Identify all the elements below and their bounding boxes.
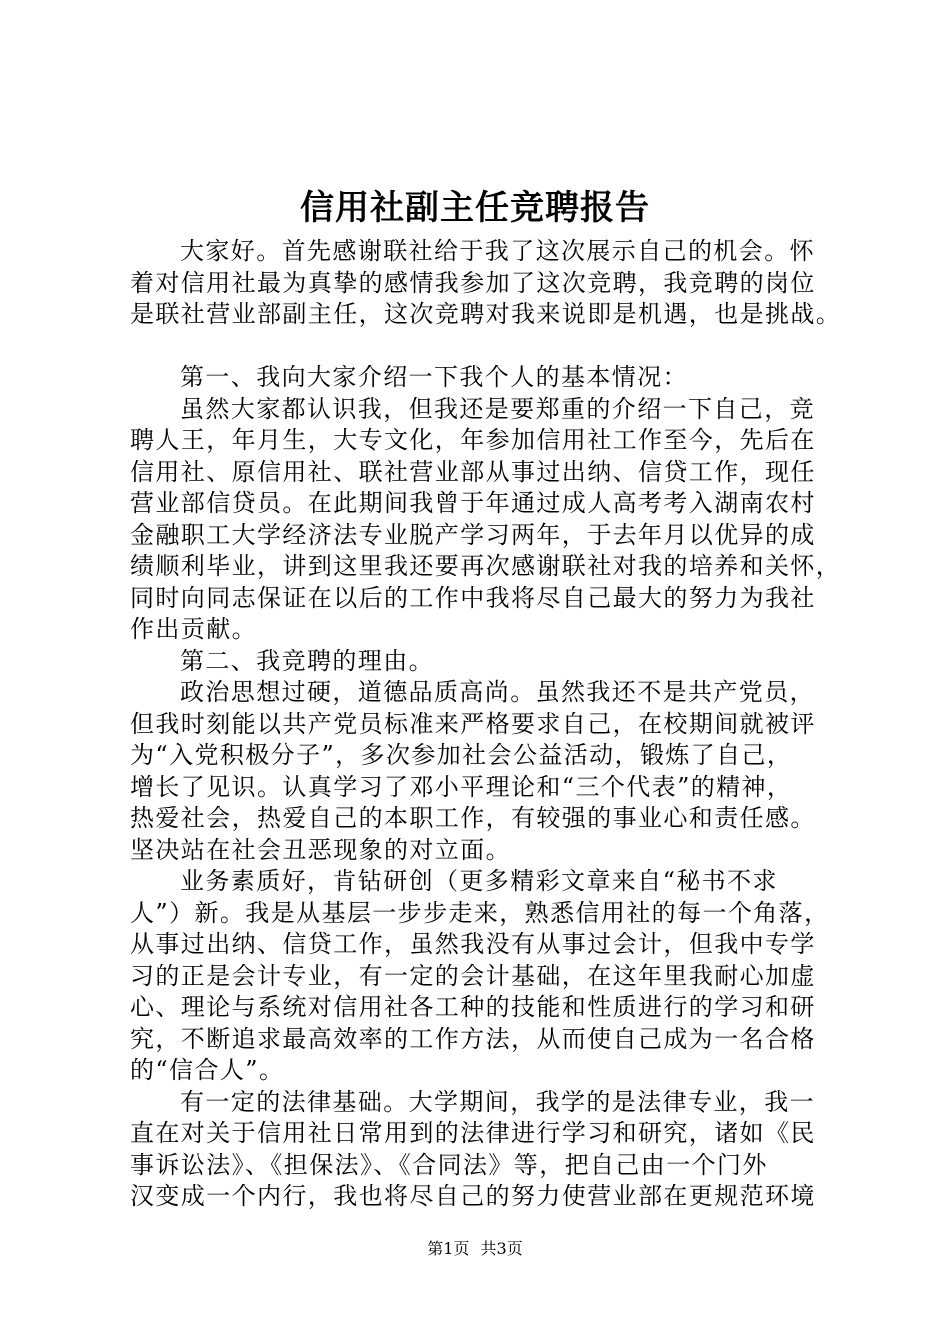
body-line: 作出贡献。 <box>130 615 257 643</box>
body-line: 坚决站在社会丑恶现象的对立面。 <box>130 835 511 864</box>
document-title: 信用社副主任竞聘报告 <box>300 188 650 228</box>
body-line: 着对信用社最为真挚的感情我参加了这次竞聘，我竞聘的岗位 <box>130 268 816 297</box>
page-total: 共3页 <box>480 1239 523 1258</box>
body-line: 金融职工大学经济法专业脱产学习两年，于去年月以优异的成 <box>130 520 816 549</box>
document-body <box>130 236 850 1213</box>
body-line: 聘人王，年月生，大专文化，年参加信用社工作至今，先后在 <box>130 426 816 454</box>
body-line: 绩顺利毕业，讲到这里我还要再次感谢联社对我的培养和关怀， <box>130 552 842 580</box>
body-line: 虽然大家都认识我，但我还是要郑重的介绍一下自己，竞 <box>180 394 815 423</box>
body-line: 直在对关于信用社日常用到的法律进行学习和研究，诸如《民 <box>130 1119 816 1147</box>
body-line: 有一定的法律基础。大学期间，我学的是法律专业，我一 <box>180 1087 815 1116</box>
body-line: 但我时刻能以共产党员标准来严格要求自己，在校期间就被评 <box>130 709 816 738</box>
body-line: 热爱社会，热爱自己的本职工作，有较强的事业心和责任感。 <box>130 804 816 832</box>
body-line: 习的正是会计专业，有一定的会计基础，在这年里我耐心加虚 <box>130 961 816 990</box>
body-line: 究，不断追求最高效率的工作方法，从而使自己成为一名合格 <box>130 1024 816 1053</box>
body-line: 增长了见识。认真学习了邓小平理论和“三个代表”的精神， <box>130 772 793 801</box>
blank-line <box>130 331 850 363</box>
body-line: 心、理论与系统对信用社各工种的技能和性质进行的学习和研 <box>130 993 816 1021</box>
body-line: 营业部信贷员。在此期间我曾于年通过成人高考考入湖南农村 <box>130 489 816 517</box>
body-line: 汉变成一个内行，我也将尽自己的努力使营业部在更规范环境 <box>130 1182 816 1210</box>
body-line: 第一、我向大家介绍一下我个人的基本情况： <box>180 363 688 391</box>
page-number: 第1页 <box>427 1239 470 1258</box>
body-line: 的“信合人”。 <box>130 1056 285 1084</box>
body-line: 第二、我竞聘的理由。 <box>180 646 434 675</box>
body-line: 大家好。首先感谢联社给于我了这次展示自己的机会。怀 <box>180 237 815 265</box>
body-line: 信用社、原信用社、联社营业部从事过出纳、信贷工作，现任 <box>130 457 816 486</box>
body-line: 为“入党积极分子”，多次参加社会公益活动，锻炼了自己， <box>130 741 793 769</box>
body-line: 业务素质好，肯钻研创（更多精彩文章来自“秘书不求 <box>180 867 778 895</box>
body-line: 同时向同志保证在以后的工作中我将尽自己最大的努力为我社 <box>130 583 816 612</box>
body-line: 政治思想过硬，道德品质高尚。虽然我还不是共产党员， <box>180 678 815 706</box>
body-line: 人”）新。我是从基层一步步走来，熟悉信用社的每一个角落， <box>130 898 830 927</box>
body-line: 从事过出纳、信贷工作，虽然我没有从事过会计，但我中专学 <box>130 930 816 958</box>
body-line: 是联社营业部副主任，这次竞聘对我来说即是机遇，也是挑战。 <box>130 300 842 328</box>
page-footer <box>0 1238 950 1260</box>
body-line: 事诉讼法》、《担保法》、《合同法》等，把自己由一个门外 <box>130 1150 768 1179</box>
